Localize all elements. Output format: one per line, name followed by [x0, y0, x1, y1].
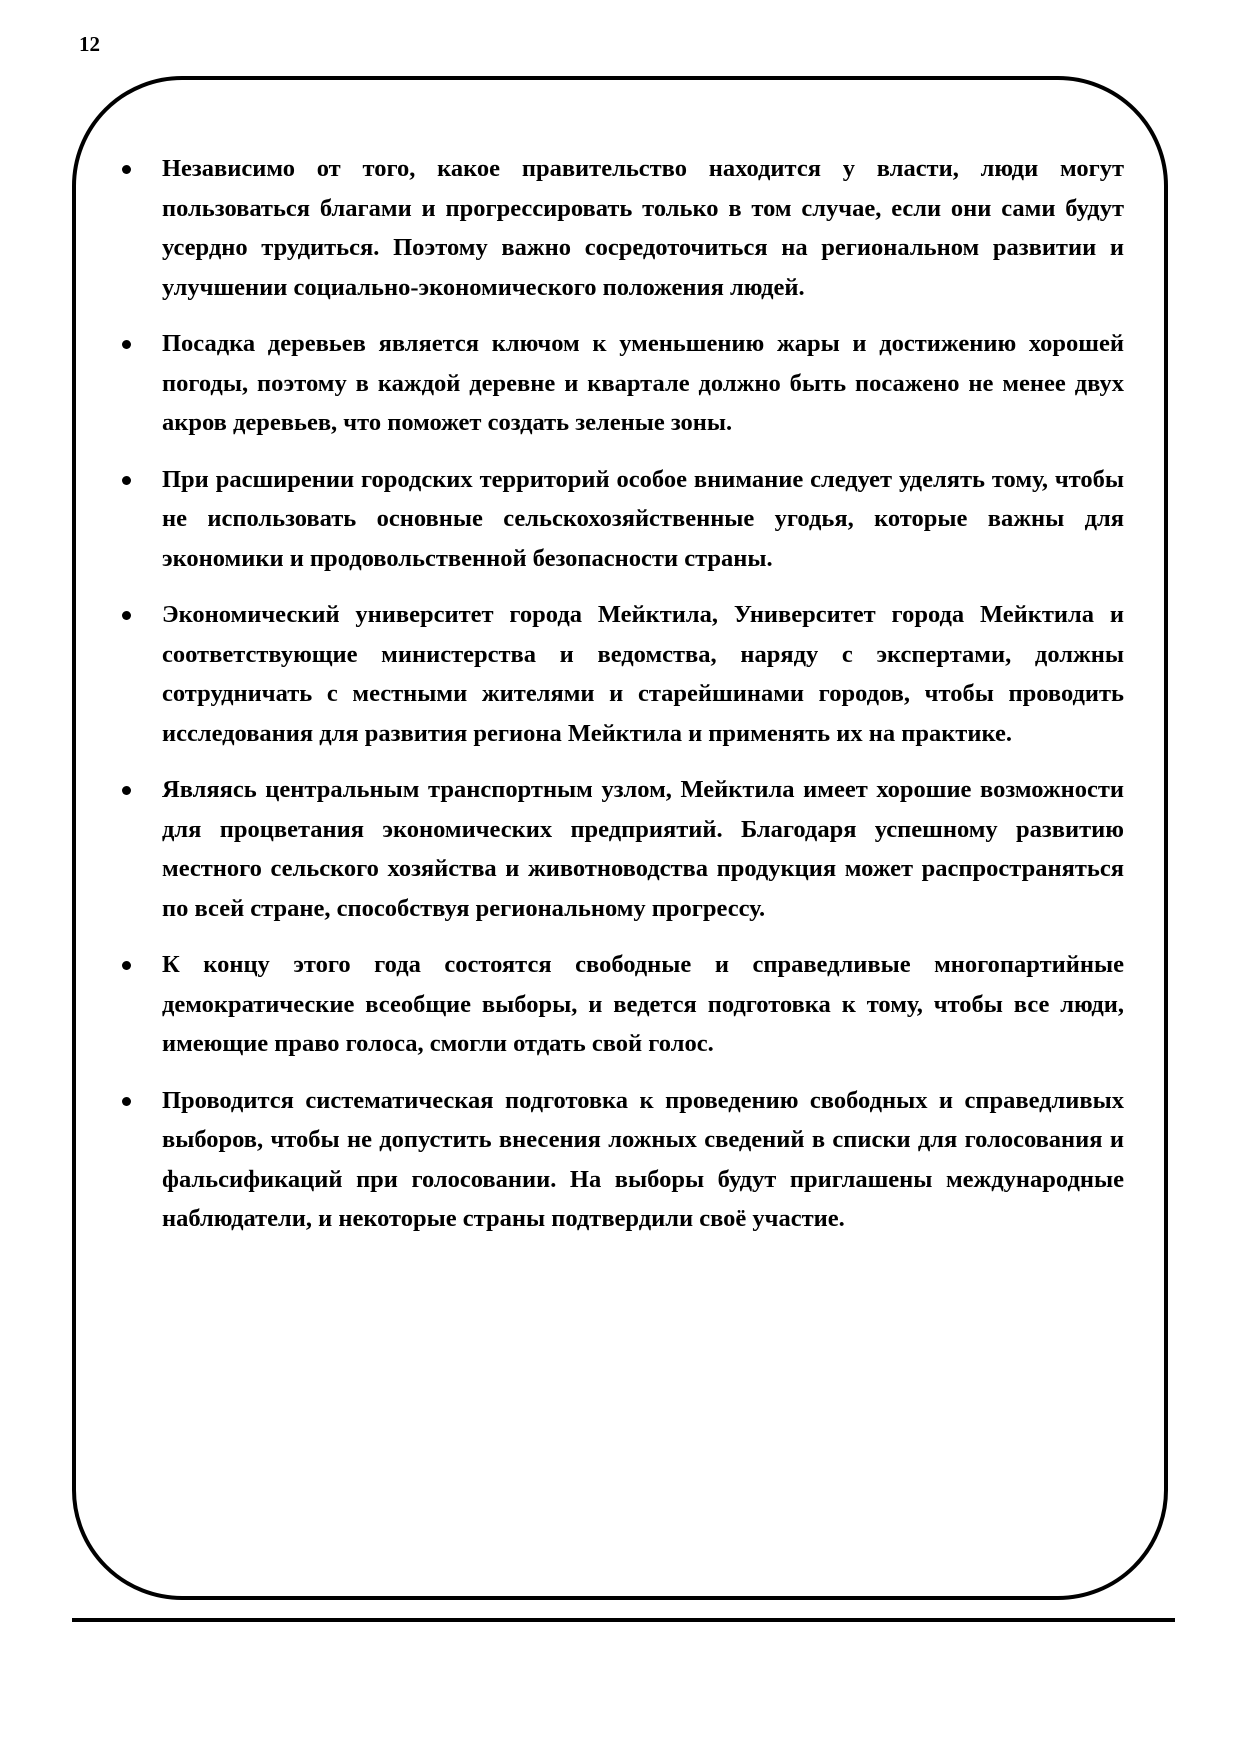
list-item	[112, 945, 1124, 1064]
page-number: 12	[79, 32, 100, 56]
list-item	[112, 1081, 1124, 1239]
bullet-icon	[122, 961, 131, 970]
bullet-icon	[122, 165, 131, 174]
list-item	[112, 149, 1124, 307]
list-item-text: К концу этого года состоятся свободные и справедливые многопартийные демократические всеобщие выборы, и ведется подготовка к тому, чтобы все люди, имеющие право голоса, смогли отдать свой голос.	[162, 951, 1124, 1057]
list-item	[112, 324, 1124, 443]
footer-divider	[72, 1618, 1175, 1622]
list-item-text: При расширении городских территорий особое внимание следует уделять тому, чтобы не использовать основные сельскохозяйственные угодья, которые важны для экономики и продовольственной безопасности страны.	[162, 465, 1124, 572]
list-item	[112, 770, 1124, 928]
bullet-icon	[122, 1097, 131, 1106]
list-item-text: Посадка деревьев является ключом к уменьшению жары и достижению хорошей погоды, поэтому в каждой деревне и квартале должно быть посажено не менее двух акров деревьев, что поможет создать зеленые зоны.	[162, 330, 1124, 436]
bullet-icon	[122, 611, 131, 620]
list-item	[112, 595, 1124, 753]
list-item-text: Проводится систематическая подготовка к проведению свободных и справедливых выборов, чтобы не допустить внесения ложных сведений в списки для голосования и фальсификаций при голосовании. На выборы будут приглашены международные наблюдатели, и некоторые страны подтвердили своё участие.	[162, 1086, 1124, 1232]
bullet-icon	[122, 340, 131, 349]
bullet-icon	[122, 476, 131, 485]
list-item	[112, 460, 1124, 579]
list-item-text: Экономический университет города Мейктила, Университет города Мейктила и соответствующие министерства и ведомства, наряду с экспертами, должны сотрудничать с местными жителями и старейшинами городов, чтобы проводить исследования для развития региона Мейктила и применять их на практике.	[162, 601, 1124, 747]
bullet-icon	[122, 786, 131, 795]
list-item-text: Независимо от того, какое правительство находится у власти, люди могут пользоваться благами и прогрессировать только в том случае, если они сами будут усердно трудиться. Поэтому важно сосредоточиться на региональном развитии и улучшении социально-экономического положения людей.	[162, 155, 1124, 301]
bullet-list	[112, 149, 1124, 1256]
list-item-text: Являясь центральным транспортным узлом, Мейктила имеет хорошие возможности для процветания экономических предприятий. Благодаря успешному развитию местного сельского хозяйства и животноводства продукция может распространяться по всей стране, способствуя региональному прогрессу.	[162, 776, 1124, 922]
